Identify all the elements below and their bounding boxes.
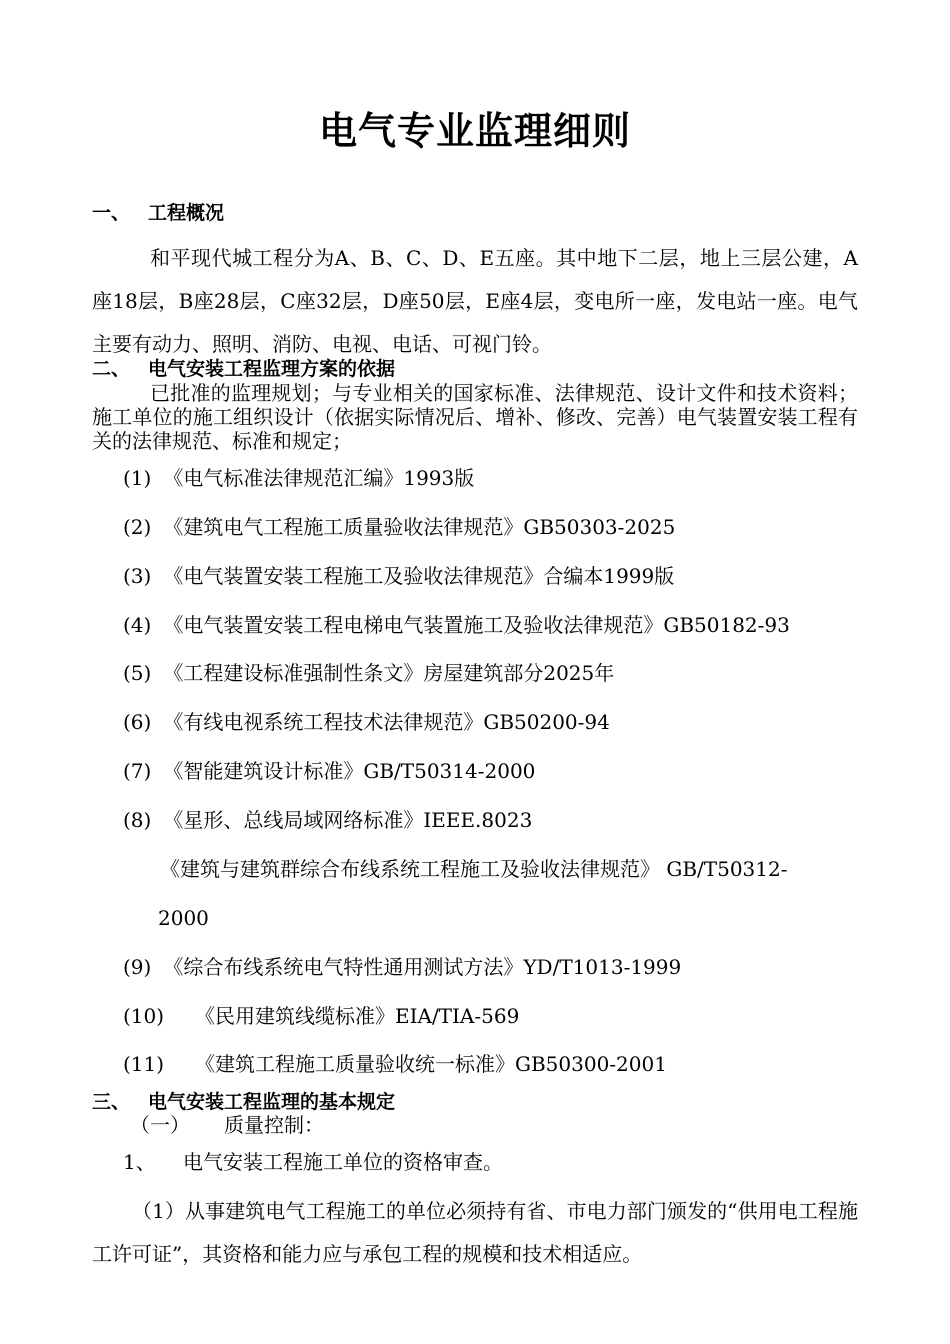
reference-item: (1) 《电气标准法律规范汇编》1993版 <box>123 466 475 490</box>
section-1-title: 工程概况 <box>148 202 225 224</box>
subsection-title: 质量控制： <box>224 1113 324 1137</box>
reference-item: (8) 《星形、总线局域网络标准》IEEE.8023 <box>123 808 533 832</box>
reference-item: (6) 《有线电视系统工程技术法律规范》GB50200-94 <box>123 710 610 734</box>
reference-item: (7) 《智能建筑设计标准》GB/T50314-2000 <box>123 759 536 783</box>
section-2-title: 电气安装工程监理方案的依据 <box>148 358 396 380</box>
reference-item: (2) 《建筑电气工程施工质量验收法律规范》GB50303-2025 <box>123 515 676 539</box>
reference-item: (3) 《电气装置安装工程施工及验收法律规范》合编本1999版 <box>123 564 675 588</box>
reference-extra-line: 《建筑与建筑群综合布线系统工程施工及验收法律规范》 GB/T50312- <box>160 857 788 881</box>
item-title: 电气安装工程施工单位的资格审查。 <box>183 1150 503 1174</box>
section-1-number: 一、 <box>92 202 131 224</box>
section-2-body: 已批准的监理规划；与专业相关的国家标准、法律规范、设计文件和技术资料；施工单位的施工组织设计（依据实际情况后、增补、修改、完善）电气装置安装工程有关的法律规范、标准和规定； <box>92 381 858 453</box>
section-2-number: 二、 <box>92 358 131 380</box>
section-3-title: 电气安装工程监理的基本规定 <box>148 1091 396 1113</box>
section-3-paragraph: （1）从事建筑电气工程施工的单位必须持有省、市电力部门颁发的“供用电工程施工许可证”，其资格和能力应与承包工程的规模和技术相适应。 <box>92 1199 858 1266</box>
section-1-body: 和平现代城工程分为A、B、C、D、E五座。其中地下二层，地上三层公建，A座18层，B座28层，C座32层，D座50层，E座4层，变电所一座，发电站一座。电气主要有动力、照明、消防、电视、电话、可视门铃。 <box>92 246 858 356</box>
document-title: 电气专业监理细则 <box>318 109 631 153</box>
reference-item: (10) 《民用建筑线缆标准》EIA/TIA-569 <box>123 1004 520 1028</box>
reference-extra-line-cont: 2000 <box>158 906 209 930</box>
reference-item: (5) 《工程建设标准强制性条文》房屋建筑部分2025年 <box>123 661 615 685</box>
subsection-heading <box>130 1111 324 1139</box>
reference-item: (9) 《综合布线系统电气特性通用测试方法》YD/T1013-1999 <box>123 955 682 979</box>
subsection-number: （一） <box>130 1113 190 1137</box>
reference-item: (4) 《电气装置安装工程电梯电气装置施工及验收法律规范》GB50182-93 <box>123 613 790 637</box>
item-number: 1、 <box>123 1150 156 1174</box>
reference-item: (11) 《建筑工程施工质量验收统一标准》GB50300-2001 <box>123 1052 667 1076</box>
item-heading <box>123 1148 503 1176</box>
section-1-heading <box>92 201 224 225</box>
section-3-number: 三、 <box>92 1091 131 1113</box>
section-2-heading <box>92 357 395 381</box>
